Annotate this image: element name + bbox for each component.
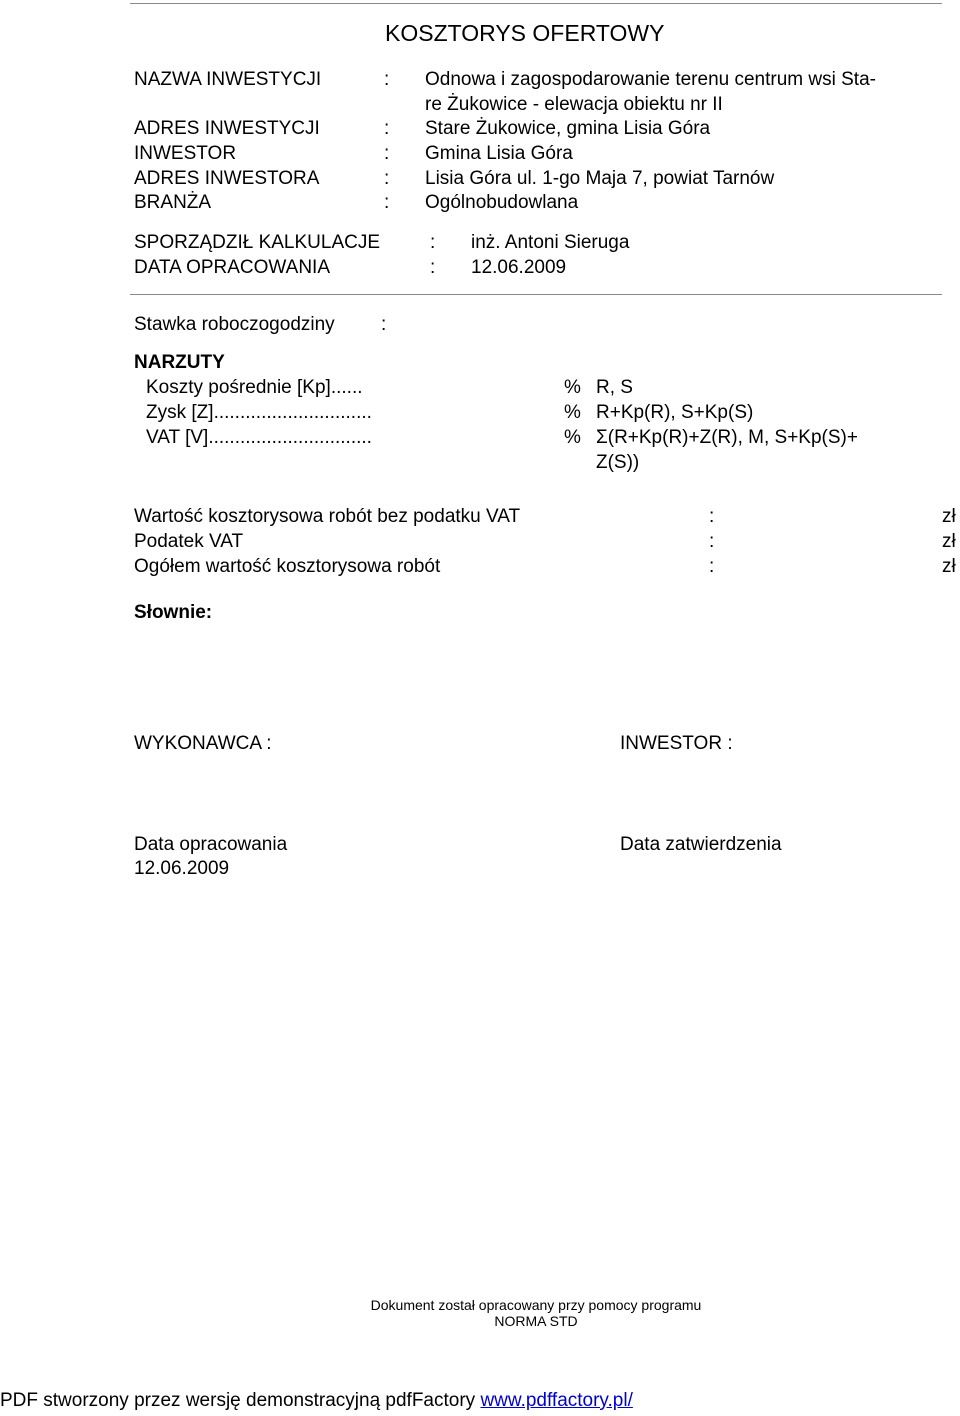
info-value-investment-address: Stare Żukowice, gmina Lisia Góra — [425, 118, 711, 139]
info-label-investment-name: NAZWA INWESTYCJI — [134, 69, 322, 90]
prep-date-label: Data opracowania — [134, 834, 288, 855]
info-label-trade: BRANŻA — [134, 192, 212, 213]
in-words-label: Słownie: — [134, 602, 213, 623]
total-colon: : — [709, 556, 715, 577]
total-label-net: Wartość kosztorysowa robót bez podatku VAT — [134, 506, 521, 527]
prepared-by-colon: : — [430, 232, 436, 253]
info-value-investment-name-line1: Odnowa i zagospodarowanie terenu centrum wsi Sta- — [425, 69, 876, 90]
section-divider — [130, 294, 942, 295]
info-colon: : — [384, 168, 390, 189]
pdffactory-link[interactable]: www.pdffactory.pl/ — [480, 1390, 633, 1411]
surcharges-heading: NARZUTY — [134, 352, 225, 373]
total-currency: zł — [942, 506, 956, 527]
surcharge-percent: % — [564, 402, 581, 423]
info-label-investment-address: ADRES INWESTYCJI — [134, 118, 320, 139]
document-title: KOSZTORYS OFERTOWY — [385, 20, 665, 46]
total-label-vat: Podatek VAT — [134, 531, 244, 552]
pdf-footer-text: PDF stworzony przez wersję demonstracyjną pdfFactory — [0, 1390, 481, 1411]
info-value-investor-address: Lisia Góra ul. 1-go Maja 7, powiat Tarnów — [425, 168, 775, 189]
pdf-footer — [0, 1389, 633, 1413]
surcharge-label-vat: VAT [V]............................... — [146, 427, 372, 448]
investor-label: INWESTOR : — [620, 733, 733, 754]
info-colon: : — [384, 118, 390, 139]
prepared-date-value: 12.06.2009 — [471, 257, 567, 278]
surcharge-basis-vat-line2: Z(S)) — [596, 452, 640, 473]
total-label-gross: Ogółem wartość kosztorysowa robót — [134, 556, 441, 577]
program-note-line1: Dokument został opracowany przy pomocy programu — [370, 1297, 702, 1313]
prepared-by-value: inż. Antoni Sieruga — [471, 232, 630, 253]
info-colon: : — [384, 192, 390, 213]
surcharge-percent: % — [564, 377, 581, 398]
info-colon: : — [384, 143, 390, 164]
contractor-label: WYKONAWCA : — [134, 733, 272, 754]
surcharge-basis-indirect-costs: R, S — [596, 377, 633, 398]
info-colon: : — [384, 69, 390, 90]
surcharge-basis-profit: R+Kp(R), S+Kp(S) — [596, 402, 754, 423]
approval-date-label: Data zatwierdzenia — [620, 834, 782, 855]
prepared-date-colon: : — [430, 257, 436, 278]
info-value-investor: Gmina Lisia Góra — [425, 143, 573, 164]
top-rule — [130, 3, 942, 4]
prepared-date-label: DATA OPRACOWANIA — [134, 257, 331, 278]
surcharge-basis-vat-line1: Σ(R+Kp(R)+Z(R), M, S+Kp(S)+ — [596, 427, 858, 448]
info-label-investor: INWESTOR — [134, 143, 237, 164]
prepared-by-label: SPORZĄDZIŁ KALKULACJE — [134, 232, 381, 253]
info-label-investor-address: ADRES INWESTORA — [134, 168, 320, 189]
surcharge-label-profit: Zysk [Z].............................. — [146, 402, 372, 423]
info-value-investment-name-line2: re Żukowice - elewacja obiektu nr II — [425, 94, 723, 115]
total-currency: zł — [942, 556, 956, 577]
hourly-rate-colon: : — [381, 314, 387, 335]
hourly-rate-label: Stawka roboczogodziny — [134, 314, 335, 335]
total-colon: : — [709, 531, 715, 552]
info-value-trade: Ogólnobudowlana — [425, 192, 579, 213]
prep-date-value: 12.06.2009 — [134, 858, 230, 879]
total-currency: zł — [942, 531, 956, 552]
surcharge-percent: % — [564, 427, 581, 448]
surcharge-label-indirect-costs: Koszty pośrednie [Kp]...... — [146, 377, 363, 398]
program-note-line2: NORMA STD — [494, 1313, 578, 1329]
total-colon: : — [709, 506, 715, 527]
